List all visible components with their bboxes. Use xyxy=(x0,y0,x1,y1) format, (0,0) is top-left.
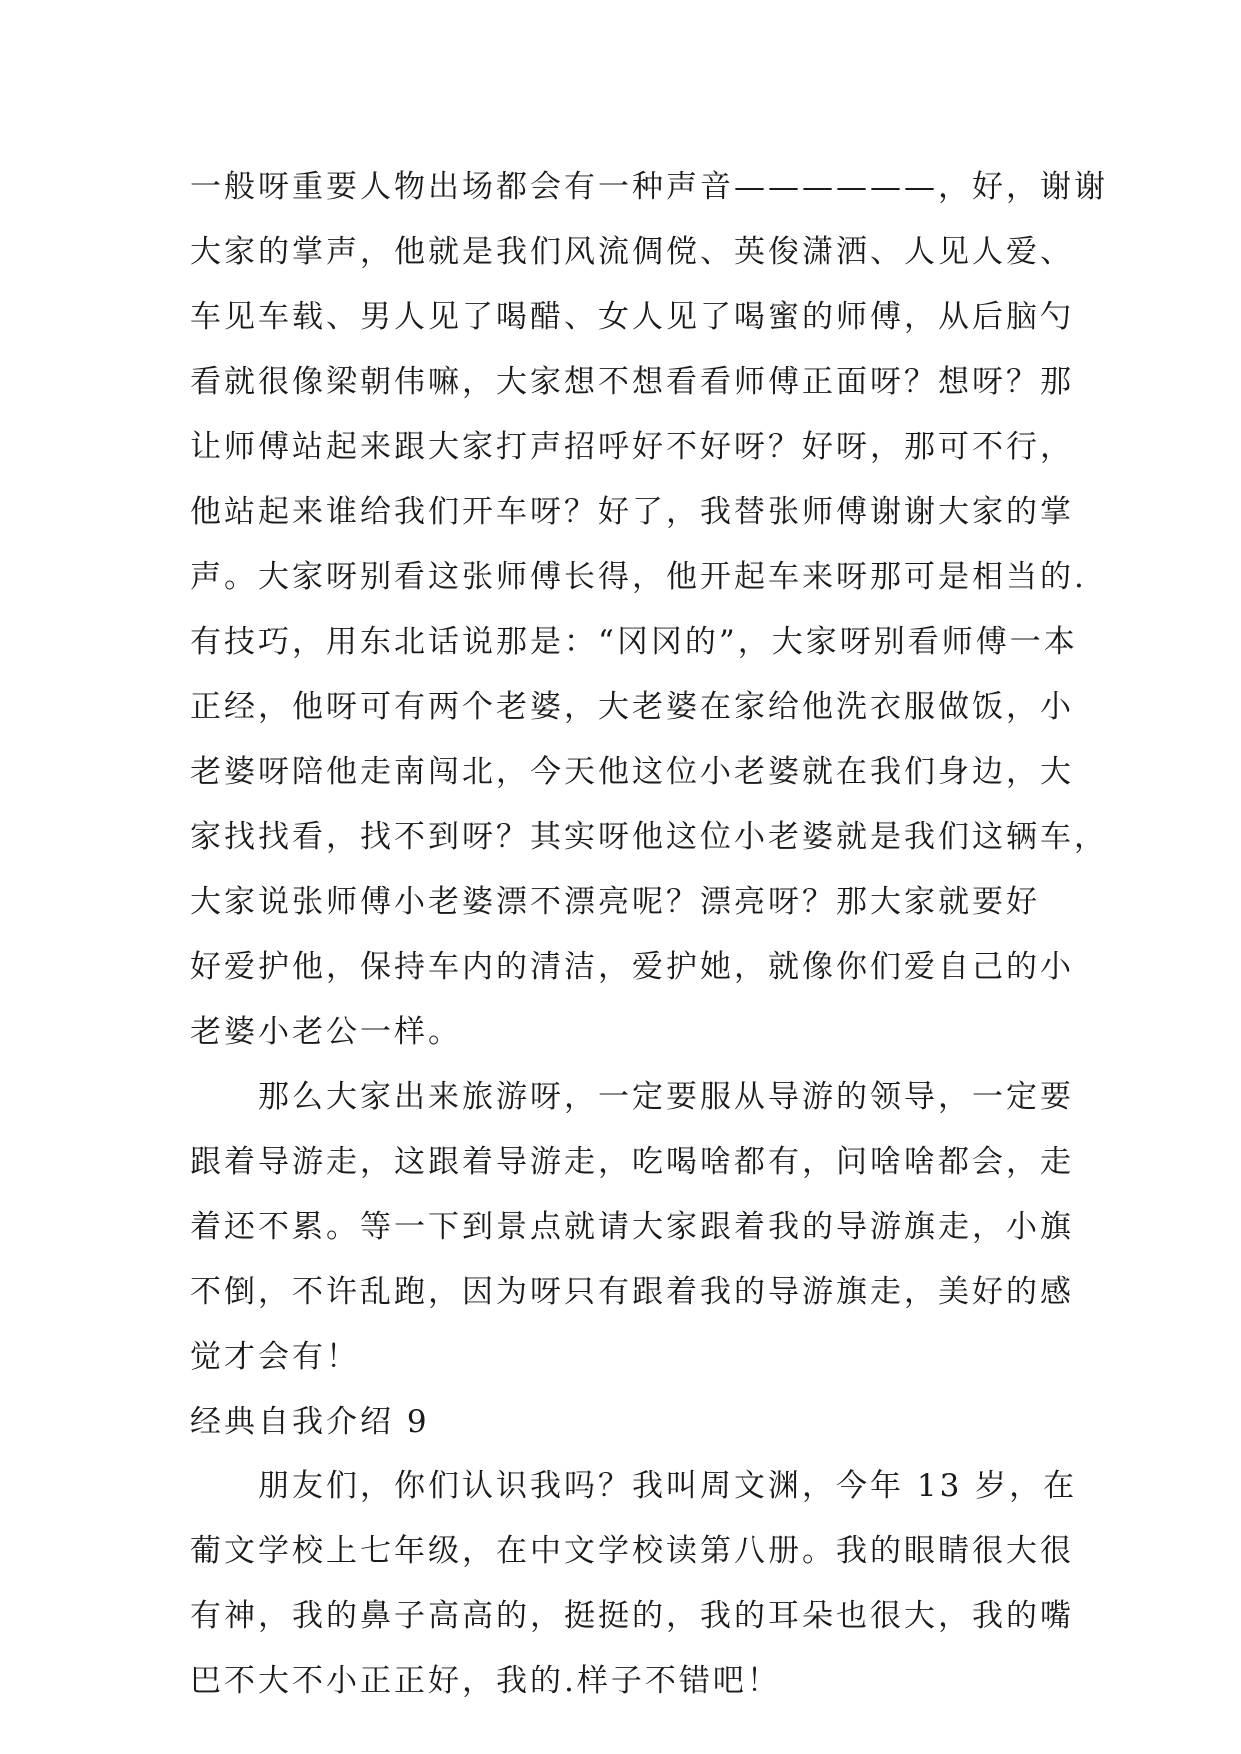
text-line: 正经，他呀可有两个老婆，大老婆在家给他洗衣服做饭，小 xyxy=(190,689,1074,725)
text-line: 不倒，不许乱跑，因为呀只有跟着我的导游旗走，美好的感 xyxy=(190,1274,1074,1310)
paragraph-tour-guide-driver xyxy=(190,155,1108,1065)
text-line: 那么大家出来旅游呀，一定要服从导游的领导，一定要 xyxy=(190,1079,1074,1115)
text-line: 有技巧，用东北话说那是：“冈冈的”，大家呀别看师傅一本 xyxy=(190,624,1078,660)
text-line: 有神，我的鼻子高高的，挺挺的，我的耳朵也很大，我的嘴 xyxy=(190,1598,1074,1634)
text-line: 巴不大不小正正好，我的.样子不错吧！ xyxy=(190,1663,781,1699)
text-line: 老婆小老公一样。 xyxy=(190,1014,462,1050)
text-line: 看就很像梁朝伟嘛，大家想不想看看师傅正面呀？想呀？那 xyxy=(190,364,1074,400)
text-line: 着还不累。等一下到景点就请大家跟着我的导游旗走，小旗 xyxy=(190,1209,1074,1245)
text-line: 觉才会有！ xyxy=(190,1339,360,1375)
text-line: 大家的掌声，他就是我们风流倜傥、英俊潇洒、人见人爱、 xyxy=(190,234,1074,270)
text-line: 好爱护他，保持车内的清洁，爱护她，就像你们爱自己的小 xyxy=(190,949,1074,985)
document-body xyxy=(190,155,1108,1714)
text-line: 车见车载、男人见了喝醋、女人见了喝蜜的师傅，从后脑勺 xyxy=(190,299,1074,335)
text-line: 老婆呀陪他走南闯北，今天他这位小老婆就在我们身边，大 xyxy=(190,754,1074,790)
text-line: 大家说张师傅小老婆漂不漂亮呢？漂亮呀？那大家就要好 xyxy=(190,884,1040,920)
text-line: 家找找看，找不到呀？其实呀他这位小老婆就是我们这辆车， xyxy=(190,819,1108,855)
text-line: 跟着导游走，这跟着导游走，吃喝啥都有，问啥啥都会，走 xyxy=(190,1144,1074,1180)
text-line: 让师傅站起来跟大家打声招呼好不好呀？好呀，那可不行， xyxy=(190,429,1074,465)
text-line: 声。大家呀别看这张师傅长得，他开起车来呀那可是相当的. xyxy=(190,559,1087,595)
text-line: 他站起来谁给我们开车呀？好了，我替张师傅谢谢大家的掌 xyxy=(190,494,1074,530)
section-heading: 经典自我介绍 9 xyxy=(190,1404,430,1440)
paragraph-follow-guide xyxy=(190,1065,1074,1390)
text-line: 葡文学校上七年级，在中文学校读第八册。我的眼睛很大很 xyxy=(190,1533,1074,1569)
text-line: 一般呀重要人物出场都会有一种声音——————，好，谢谢 xyxy=(190,169,1108,205)
paragraph-self-introduction xyxy=(190,1454,1078,1714)
text-line: 朋友们，你们认识我吗？我叫周文渊，今年 13 岁，在 xyxy=(190,1468,1078,1504)
